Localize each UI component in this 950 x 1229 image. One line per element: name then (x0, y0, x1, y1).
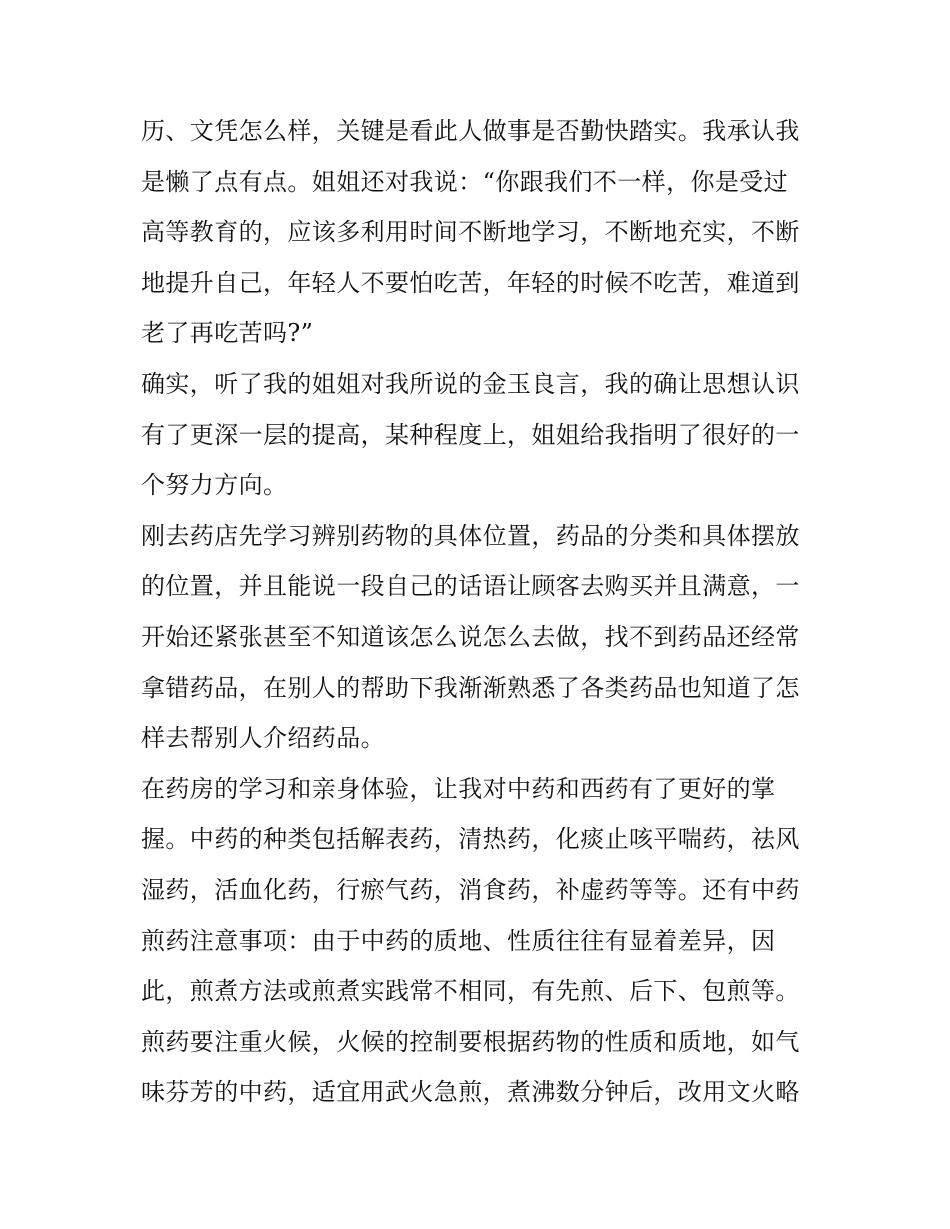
text-line: 在药房的学习和亲身体验，让我对中药和西药有了更好的掌 (141, 774, 776, 803)
text-line: 煎药注意事项：由于中药的质地、性质往往有显着差异，因 (141, 926, 776, 955)
text-line: 地提升自己，年轻人不要怕吃苦，年轻的时候不吃苦，难道到 (141, 268, 800, 297)
text-line: 刚去药店先学习辨别药物的具体位置，药品的分类和具体摆放 (141, 521, 800, 550)
text-line: 拿错药品，在别人的帮助下我渐渐熟悉了各类药品也知道了怎 (141, 673, 800, 702)
text-line: 有了更深一层的提高，某种程度上，姐姐给我指明了很好的一 (141, 420, 800, 449)
text-line: 历、文凭怎么样，关键是看此人做事是否勤快踏实。我承认我 (141, 117, 800, 145)
text-line: 湿药，活血化药，行瘀气药，消食药，补虚药等等。还有中药 (141, 875, 800, 904)
text-line: 的位置，并且能说一段自己的话语让顾客去购买并且满意，一 (141, 572, 800, 601)
text-line: 握。中药的种类包括解表药，清热药，化痰止咳平喘药，祛风 (141, 825, 800, 854)
text-line: 开始还紧张甚至不知道该怎么说怎么去做，找不到药品还经常 (141, 622, 800, 651)
text-line: 此，煎煮方法或煎煮实践常不相同，有先煎、后下、包煎等。 (141, 977, 800, 1006)
text-line: 煎药要注重火候，火候的控制要根据药物的性质和质地，如气 (141, 1027, 800, 1056)
body-text (141, 106, 821, 1118)
text-line: 样去帮别人介绍药品。 (141, 724, 385, 753)
text-line: 个努力方向。 (141, 471, 288, 500)
text-line: 确实，听了我的姐姐对我所说的金玉良言，我的确让思想认识 (141, 369, 800, 398)
text-line: 老了再吃苦吗?” (141, 319, 314, 348)
text-line: 是懒了点有点。姐姐还对我说：“你跟我们不一样，你是受过 (141, 167, 789, 196)
text-line: 味芬芳的中药，适宜用武火急煎，煮沸数分钟后，改用文火略 (141, 1078, 800, 1107)
text-line: 高等教育的，应该多利用时间不断地学习，不断地充实，不断 (141, 218, 800, 247)
